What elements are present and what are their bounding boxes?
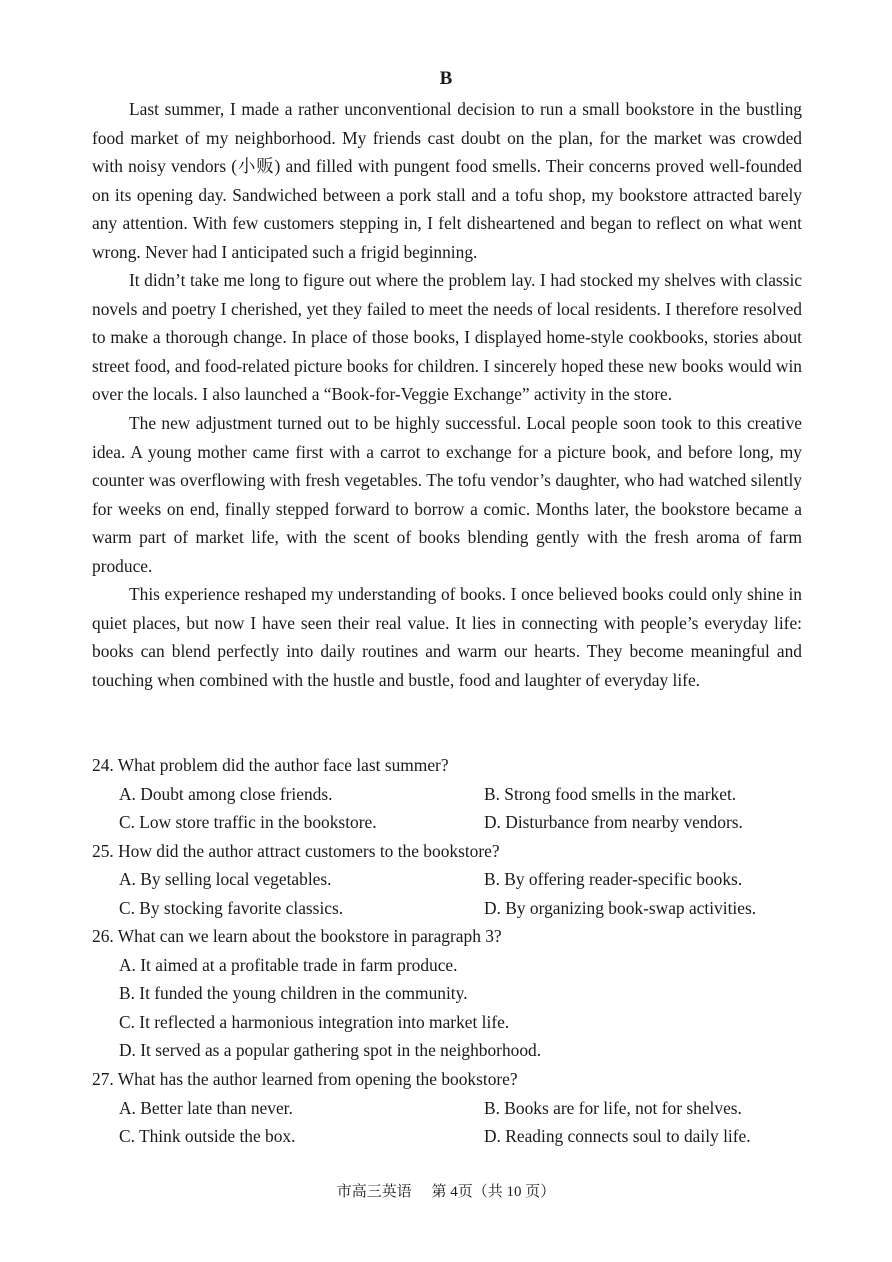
option-d: D. It served as a popular gathering spot in the neighborhood. <box>119 1040 542 1061</box>
option-b: B. It funded the young children in the community. <box>119 983 468 1004</box>
option-c: C. Think outside the box. <box>119 1126 296 1147</box>
page-footer <box>0 1180 892 1201</box>
question-26 <box>92 922 802 1065</box>
passage-paragraph: Last summer, I made a rather unconventional decision to run a small bookstore in the bustling food market of my neighborhood. My friends cast doubt on the plan, for the market was crowded with noisy vendors (小贩) and filled with pungent food smells. Their concerns proved well-founded on its opening day. Sandwiched between a pork stall and a tofu shop, my bookstore attracted barely any attention. With few customers stepping in, I felt disheartened and began to reflect on what went wrong. Never had I anticipated such a frigid beginning. <box>92 99 802 262</box>
reading-passage <box>92 95 802 694</box>
exam-title: 市高三英语 <box>336 1184 412 1200</box>
option-b: B. Books are for life, not for shelves. <box>484 1097 742 1118</box>
option-d: D. Disturbance from nearby vendors. <box>484 812 743 833</box>
option-a: A. It aimed at a profitable trade in farm produce. <box>119 954 458 975</box>
option-a: A. By selling local vegetables. <box>119 869 332 890</box>
option-b: B. Strong food smells in the market. <box>484 783 737 804</box>
answer-options <box>92 1094 802 1151</box>
question-stem: 25. How did the author attract customers to the bookstore? <box>92 840 500 861</box>
option-d: D. By organizing book-swap activities. <box>484 897 757 918</box>
passage-paragraph: The new adjustment turned out to be highly successful. Local people soon took to this creative idea. A young mother came first with a carrot to exchange for a picture book, and before long, my counter was overflowing with fresh vegetables. The tofu vendor’s daughter, who had watched silently for weeks on end, finally stepped forward to borrow a comic. Months later, the bookstore became a warm part of market life, with the scent of books blending gently with the fresh aroma of farm produce. <box>92 413 802 576</box>
passage-paragraph: This experience reshaped my understanding of books. I once believed books could only shine in quiet places, but now I have seen their real value. It lies in connecting with people’s everyday life: books can blend perfectly into daily routines and warm our hearts. They become meaningful and touching when combined with the hustle and bustle, food and laughter of everyday life. <box>92 584 802 690</box>
question-27 <box>92 1065 802 1151</box>
option-a: A. Better late than never. <box>119 1097 293 1118</box>
option-a: A. Doubt among close friends. <box>119 783 333 804</box>
question-stem: 24. What problem did the author face last summer? <box>92 755 449 775</box>
option-c: C. Low store traffic in the bookstore. <box>119 812 377 833</box>
option-c: C. It reflected a harmonious integration into market life. <box>119 1011 510 1032</box>
option-d: D. Reading connects soul to daily life. <box>484 1126 751 1147</box>
answer-options <box>92 780 802 837</box>
option-b: B. By offering reader-specific books. <box>484 869 743 890</box>
answer-options <box>92 951 802 1065</box>
passage-paragraph: It didn’t take me long to figure out where the problem lay. I had stocked my shelves with classic novels and poetry I cherished, yet they failed to meet the needs of local residents. I therefore resolved to make a thorough change. In place of those books, I displayed home-style cookbooks, stories about street food, and food-related picture books for children. I sincerely hoped these new books would win over the locals. I also launched a “Book-for-Veggie Exchange” activity in the store. <box>92 270 802 405</box>
page-number: 第 4页（共 10 页） <box>431 1184 556 1200</box>
option-c: C. By stocking favorite classics. <box>119 897 344 918</box>
question-list <box>92 751 802 1151</box>
section-heading: B <box>439 68 453 89</box>
question-25 <box>92 837 802 923</box>
answer-options <box>92 865 802 922</box>
question-24 <box>92 751 802 837</box>
question-stem: 26. What can we learn about the bookstore in paragraph 3? <box>92 926 502 947</box>
question-stem: 27. What has the author learned from opening the bookstore? <box>92 1069 518 1090</box>
